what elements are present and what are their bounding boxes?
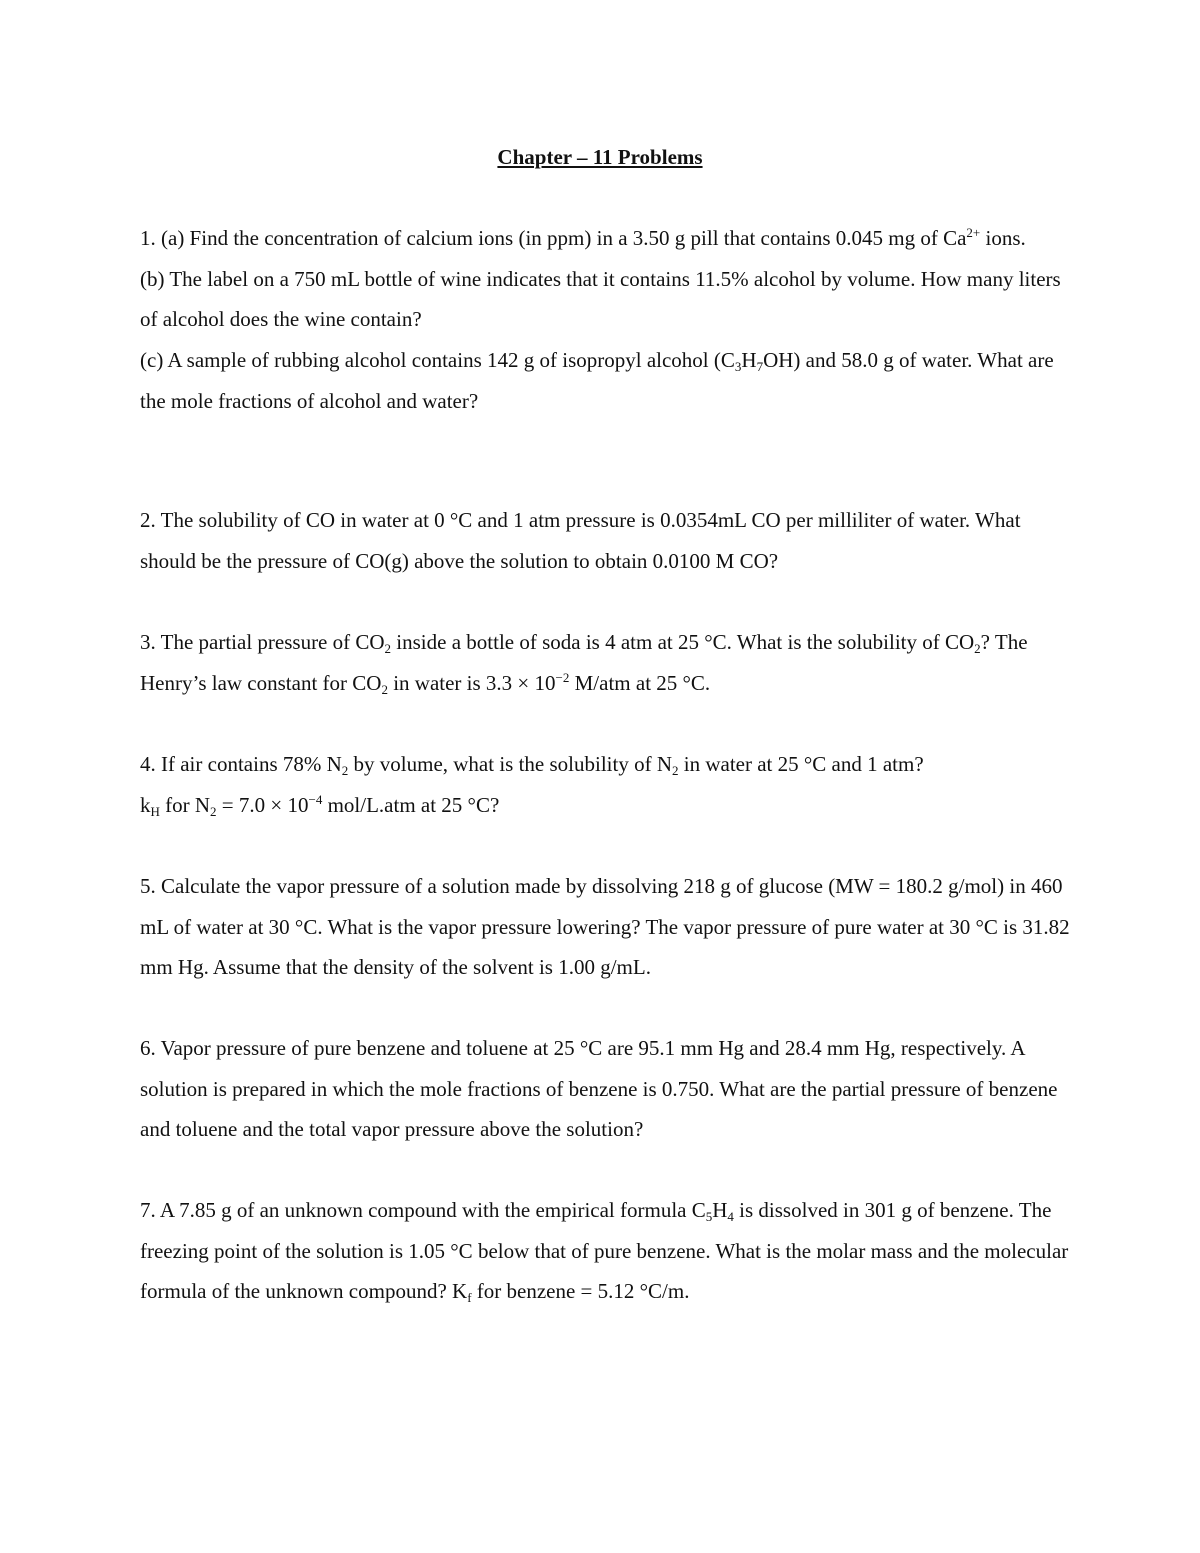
page-title: Chapter – 11 Problems [497,145,703,169]
problem-5: 5. Calculate the vapor pressure of a solution made by dissolving 218 g of glucose (MW = 180.2 g/mol) in 460 mL of water at 30 °C. What is the vapor pressure lowering? The vapor pressure of pure water at 30 °C is 31.82 mm Hg. Assume that the density of the solvent is 1.00 g/mL. [140,874,1070,980]
problem-1b: (b) The label on a 750 mL bottle of wine indicates that it contains 11.5% alcohol by volume. How many liters of alcohol does the wine contain? [140,266,1061,332]
subscript: 2 [974,641,981,656]
subscript: 2 [672,763,679,778]
problem-4-text: k [140,792,151,817]
problem-4-text: mol/L.atm at 25 °C? [322,792,500,817]
problem-7-text: H [712,1198,728,1222]
problem-3-text: 3. The partial pressure of CO [140,630,385,654]
subscript: f [467,1290,472,1306]
problem-3-text: M/atm at 25 °C. [569,670,711,695]
problem-4-text: in water at 25 °C and 1 atm? [678,752,924,776]
subscript: 3 [734,359,742,375]
problem-1c-text: (c) A sample of rubbing alcohol contains 142 g of isopropyl alcohol (C [140,348,735,373]
problem-6: 6. Vapor pressure of pure benzene and toluene at 25 °C are 95.1 mm Hg and 28.4 mm Hg, respectively. A solution is prepared in which the mole fractions of benzene is 0.750. What are the partial pressure of benzene and toluene and the total vapor pressure above the solution? [140,1036,1058,1142]
subscript: 5 [705,1209,713,1224]
problem-2: 2. The solubility of CO in water at 0 °C and 1 atm pressure is 0.0354mL CO per milliliter of water. What should be the pressure of CO(g) above the solution to obtain 0.0100 M CO? [140,508,1021,573]
subscript: 2 [384,641,392,656]
problem-4-text: = 7.0 × 10 [216,792,309,817]
subscript: 7 [756,359,764,375]
problem-4-text: 4. If air contains 78% N [140,752,342,776]
subscript: 2 [381,681,388,697]
problem-7-text: for benzene = 5.12 °C/m. [471,1279,690,1304]
problem-4-line-2 [140,785,1075,826]
subscript: 4 [727,1209,734,1224]
problem-1c-end: OH) and 58.0 g of water. What are the mole fractions of alcohol and water? [140,348,1054,413]
problem-4 [140,744,1075,825]
problem-4-line-1 [140,744,1075,785]
problem-4-text: by volume, what is the solubility of N [348,752,673,776]
subscript: 2 [210,803,217,819]
problem-4-text: for N [159,792,211,817]
ion-charge: 2+ [966,225,981,240]
problem-1c [140,340,1075,421]
problem-1c-mid: H [741,348,757,373]
problem-3-text: inside a bottle of soda is 4 atm at 25 °C. What is the solubility of CO [391,630,975,654]
problem-1a-end: ions. [980,226,1026,250]
problem-7 [140,1190,1075,1312]
exponent: −4 [308,791,323,807]
problem-7-text: 7. A 7.85 g of an unknown compound with the empirical formula C [140,1198,706,1222]
subscript: 2 [341,763,349,778]
problem-3-text: ? The Henry’s law constant for CO [140,630,1028,695]
exponent: −2 [555,669,570,685]
problem-3-text: in water is 3.3 × 10 [387,670,556,695]
problem-1a-text: 1. (a) Find the concentration of calcium ions (in ppm) in a 3.50 g pill that contains 0.045 mg of Ca [140,226,967,250]
problem-7-text: is dissolved in 301 g of benzene. The freezing point of the solution is 1.05 °C below that of pure benzene. What is the molar mass and the molecular formula of the unknown compound? K [140,1198,1069,1304]
problem-1a [140,218,1075,259]
problem-1 [140,218,1075,422]
subscript: H [150,803,160,819]
problem-3 [140,622,1075,703]
